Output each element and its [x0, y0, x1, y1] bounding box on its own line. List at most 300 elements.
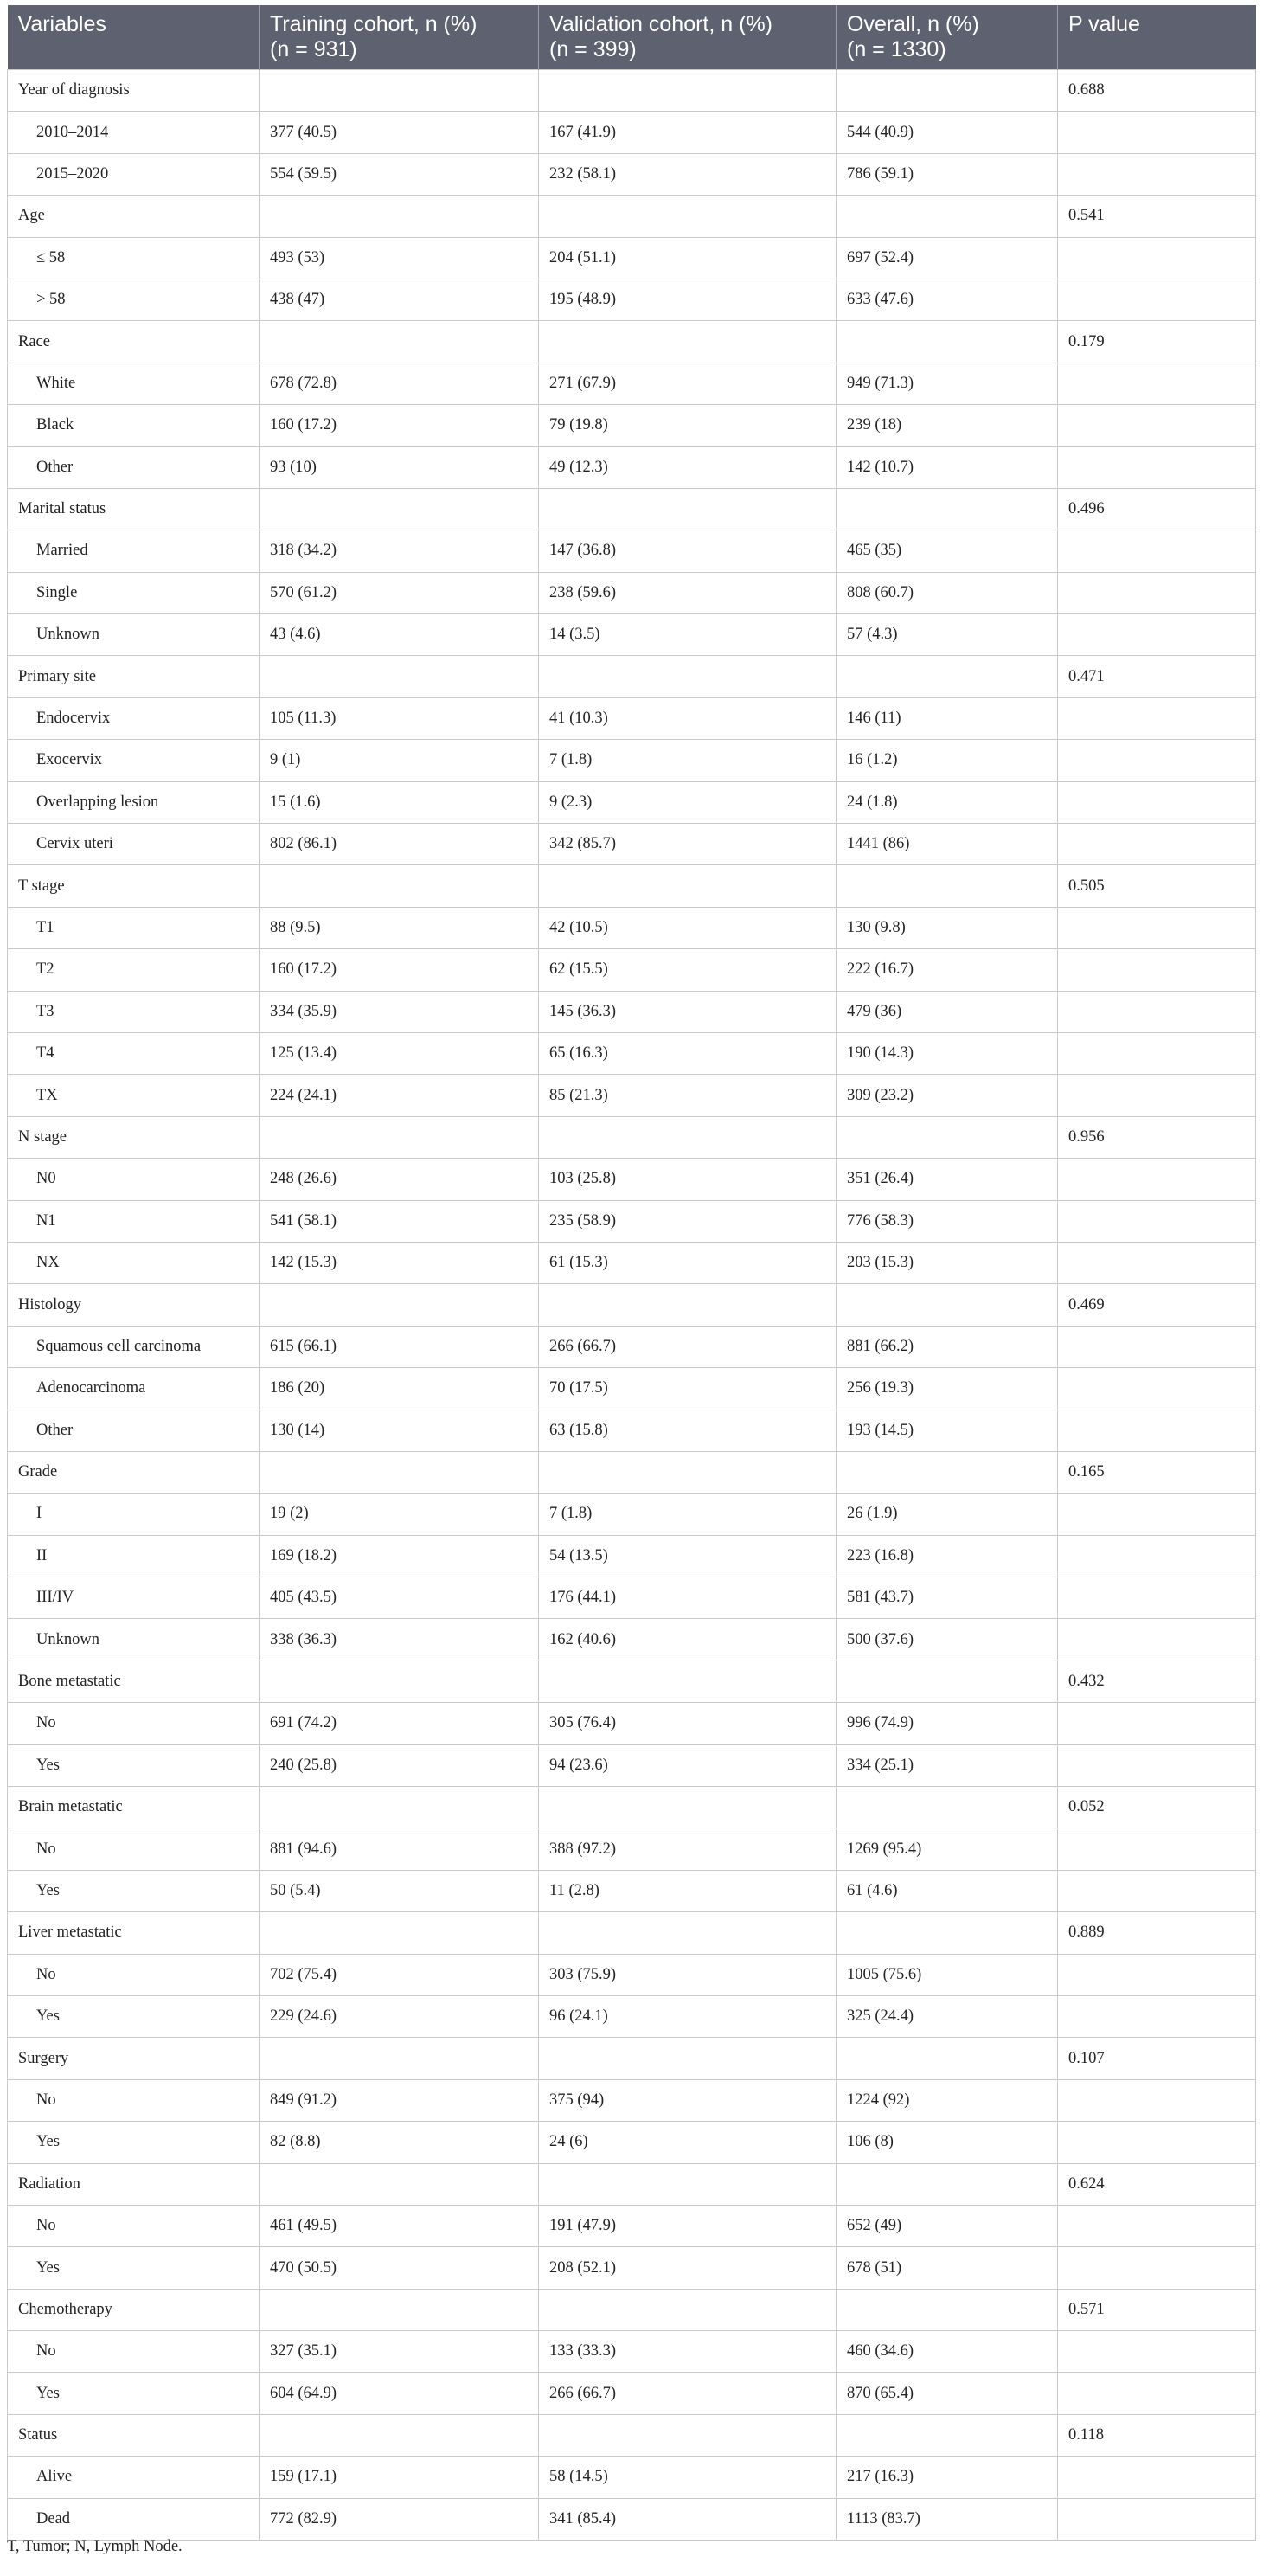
header-training: [260, 5, 539, 70]
cell-validation: 24 (6): [539, 2122, 837, 2163]
cell-overall: 1113 (83.7): [837, 2498, 1058, 2540]
table-row: [8, 1410, 1256, 1451]
cell-validation: 61 (15.3): [539, 1242, 837, 1283]
row-label: Squamous cell carcinoma: [8, 1326, 260, 1367]
cell-validation: 162 (40.6): [539, 1619, 837, 1661]
group-empty-validation: [539, 1787, 837, 1828]
cell-overall: 130 (9.8): [837, 907, 1058, 948]
cell-training: 615 (66.1): [260, 1326, 539, 1367]
group-p-value: 0.469: [1058, 1284, 1256, 1326]
group-empty-training: [260, 2038, 539, 2079]
row-label: Single: [8, 572, 260, 613]
group-empty-overall: [837, 656, 1058, 697]
group-empty-validation: [539, 70, 837, 112]
group-empty-validation: [539, 2414, 837, 2456]
cell-validation: 63 (15.8): [539, 1410, 837, 1451]
cell-training: 338 (36.3): [260, 1619, 539, 1661]
group-label: Surgery: [8, 2038, 260, 2079]
row-label: Other: [8, 446, 260, 488]
cell-training: 43 (4.6): [260, 614, 539, 656]
table-row: [8, 530, 1256, 572]
group-empty-validation: [539, 2289, 837, 2330]
cell-overall: 949 (71.3): [837, 363, 1058, 404]
group-p-value: 0.052: [1058, 1787, 1256, 1828]
table-row: [8, 1954, 1256, 1995]
cell-overall: 146 (11): [837, 697, 1058, 739]
group-row: [8, 2163, 1256, 2205]
cell-p-empty: [1058, 1703, 1256, 1744]
cell-validation: 11 (2.8): [539, 1870, 837, 1911]
table-row: [8, 279, 1256, 320]
cell-overall: 697 (52.4): [837, 237, 1058, 279]
group-row: [8, 2289, 1256, 2330]
table-row: [8, 1619, 1256, 1661]
row-label: Endocervix: [8, 697, 260, 739]
group-label: Grade: [8, 1451, 260, 1493]
group-empty-validation: [539, 2038, 837, 2079]
group-p-value: 0.471: [1058, 656, 1256, 697]
cell-validation: 235 (58.9): [539, 1200, 837, 1242]
cell-validation: 41 (10.3): [539, 697, 837, 739]
group-empty-training: [260, 321, 539, 363]
row-label: Dead: [8, 2498, 260, 2540]
group-empty-overall: [837, 2163, 1058, 2205]
cell-training: 772 (82.9): [260, 2498, 539, 2540]
cell-p-empty: [1058, 2079, 1256, 2121]
cell-p-empty: [1058, 907, 1256, 948]
cell-overall: 652 (49): [837, 2205, 1058, 2246]
table-row: [8, 1326, 1256, 1367]
group-empty-validation: [539, 1661, 837, 1702]
cell-p-empty: [1058, 530, 1256, 572]
cell-p-empty: [1058, 1744, 1256, 1786]
cell-overall: 190 (14.3): [837, 1032, 1058, 1074]
header-overall-text: Overall, n (%) (n = 1330): [847, 12, 979, 61]
table-row: [8, 1995, 1256, 2037]
table-row: [8, 1368, 1256, 1410]
cell-overall: 678 (51): [837, 2247, 1058, 2289]
cell-p-empty: [1058, 2373, 1256, 2414]
header-variables: Variables: [8, 5, 260, 70]
cell-overall: 1224 (92): [837, 2079, 1058, 2121]
cell-training: 377 (40.5): [260, 112, 539, 153]
cell-overall: 1269 (95.4): [837, 1828, 1058, 1870]
cell-training: 438 (47): [260, 279, 539, 320]
cell-overall: 1441 (86): [837, 824, 1058, 865]
cell-overall: 544 (40.9): [837, 112, 1058, 153]
table-row: [8, 112, 1256, 153]
group-empty-overall: [837, 1451, 1058, 1493]
cell-overall: 222 (16.7): [837, 949, 1058, 991]
cell-validation: 7 (1.8): [539, 1494, 837, 1535]
group-empty-validation: [539, 196, 837, 237]
row-label: NX: [8, 1242, 260, 1283]
cell-validation: 147 (36.8): [539, 530, 837, 572]
cell-validation: 96 (24.1): [539, 1995, 837, 2037]
cell-p-empty: [1058, 1954, 1256, 1995]
group-empty-overall: [837, 70, 1058, 112]
group-row: [8, 1451, 1256, 1493]
cell-overall: 142 (10.7): [837, 446, 1058, 488]
cell-p-empty: [1058, 112, 1256, 153]
cell-overall: 203 (15.3): [837, 1242, 1058, 1283]
cell-training: 50 (5.4): [260, 1870, 539, 1911]
header-p-value: P value: [1058, 5, 1256, 70]
group-empty-training: [260, 2414, 539, 2456]
table-container: [7, 5, 1255, 2541]
cell-overall: 786 (59.1): [837, 153, 1058, 195]
group-empty-overall: [837, 2414, 1058, 2456]
cell-p-empty: [1058, 1368, 1256, 1410]
group-p-value: 0.432: [1058, 1661, 1256, 1702]
group-label: Chemotherapy: [8, 2289, 260, 2330]
cell-training: 93 (10): [260, 446, 539, 488]
cell-overall: 351 (26.4): [837, 1159, 1058, 1200]
row-label: T4: [8, 1032, 260, 1074]
cell-p-empty: [1058, 1995, 1256, 2037]
row-label: Yes: [8, 1870, 260, 1911]
cell-training: 702 (75.4): [260, 1954, 539, 1995]
group-empty-overall: [837, 2038, 1058, 2079]
group-empty-training: [260, 1661, 539, 1702]
group-empty-training: [260, 1912, 539, 1954]
table-row: [8, 697, 1256, 739]
cell-overall: 465 (35): [837, 530, 1058, 572]
cell-p-empty: [1058, 991, 1256, 1032]
group-row: [8, 70, 1256, 112]
row-label: TX: [8, 1075, 260, 1116]
cell-training: 169 (18.2): [260, 1535, 539, 1577]
cell-training: 130 (14): [260, 1410, 539, 1451]
cell-overall: 309 (23.2): [837, 1075, 1058, 1116]
cell-training: 493 (53): [260, 237, 539, 279]
row-label: > 58: [8, 279, 260, 320]
table-row: [8, 1242, 1256, 1283]
row-label: N0: [8, 1159, 260, 1200]
cell-training: 160 (17.2): [260, 405, 539, 446]
cell-overall: 996 (74.9): [837, 1703, 1058, 1744]
cell-validation: 7 (1.8): [539, 740, 837, 781]
cell-training: 604 (64.9): [260, 2373, 539, 2414]
cell-validation: 271 (67.9): [539, 363, 837, 404]
cell-overall: 239 (18): [837, 405, 1058, 446]
cell-training: 159 (17.1): [260, 2457, 539, 2498]
cell-overall: 106 (8): [837, 2122, 1058, 2163]
group-empty-training: [260, 865, 539, 907]
group-label: Marital status: [8, 488, 260, 530]
group-empty-overall: [837, 2289, 1058, 2330]
table-row: [8, 1703, 1256, 1744]
cell-validation: 14 (3.5): [539, 614, 837, 656]
cell-validation: 133 (33.3): [539, 2331, 837, 2373]
cell-validation: 103 (25.8): [539, 1159, 837, 1200]
cell-validation: 65 (16.3): [539, 1032, 837, 1074]
cell-training: 19 (2): [260, 1494, 539, 1535]
cell-p-empty: [1058, 1494, 1256, 1535]
cell-overall: 581 (43.7): [837, 1577, 1058, 1619]
cell-validation: 195 (48.9): [539, 279, 837, 320]
table-body: [8, 70, 1256, 2541]
cell-p-empty: [1058, 614, 1256, 656]
group-label: N stage: [8, 1116, 260, 1158]
group-p-value: 0.541: [1058, 196, 1256, 237]
cell-p-empty: [1058, 2247, 1256, 2289]
group-empty-validation: [539, 1116, 837, 1158]
cell-overall: 776 (58.3): [837, 1200, 1058, 1242]
group-row: [8, 2038, 1256, 2079]
row-label: No: [8, 1703, 260, 1744]
table-row: [8, 991, 1256, 1032]
cell-p-empty: [1058, 279, 1256, 320]
cell-validation: 62 (15.5): [539, 949, 837, 991]
table-row: [8, 1494, 1256, 1535]
group-empty-training: [260, 196, 539, 237]
row-label: N1: [8, 1200, 260, 1242]
group-row: [8, 1116, 1256, 1158]
cell-validation: 85 (21.3): [539, 1075, 837, 1116]
cell-overall: 57 (4.3): [837, 614, 1058, 656]
cell-training: 229 (24.6): [260, 1995, 539, 2037]
cell-training: 105 (11.3): [260, 697, 539, 739]
table-row: [8, 572, 1256, 613]
cell-p-empty: [1058, 697, 1256, 739]
cell-validation: 70 (17.5): [539, 1368, 837, 1410]
group-empty-validation: [539, 1912, 837, 1954]
cell-p-empty: [1058, 2122, 1256, 2163]
header-overall: [837, 5, 1058, 70]
group-empty-validation: [539, 321, 837, 363]
row-label: No: [8, 1954, 260, 1995]
row-label: Cervix uteri: [8, 824, 260, 865]
cell-overall: 808 (60.7): [837, 572, 1058, 613]
cell-p-empty: [1058, 237, 1256, 279]
group-empty-validation: [539, 1284, 837, 1326]
cell-p-empty: [1058, 153, 1256, 195]
row-label: No: [8, 2079, 260, 2121]
cell-overall: 325 (24.4): [837, 1995, 1058, 2037]
group-empty-training: [260, 1451, 539, 1493]
cell-validation: 191 (47.9): [539, 2205, 837, 2246]
cell-training: 570 (61.2): [260, 572, 539, 613]
table-row: [8, 1535, 1256, 1577]
header-validation-text: Validation cohort, n (%) (n = 399): [549, 12, 773, 61]
cell-training: 142 (15.3): [260, 1242, 539, 1283]
table-row: [8, 907, 1256, 948]
group-empty-training: [260, 488, 539, 530]
cell-p-empty: [1058, 2331, 1256, 2373]
table-row: [8, 2373, 1256, 2414]
cell-training: 186 (20): [260, 1368, 539, 1410]
group-p-value: 0.179: [1058, 321, 1256, 363]
cell-validation: 94 (23.6): [539, 1744, 837, 1786]
cell-training: 318 (34.2): [260, 530, 539, 572]
cell-validation: 266 (66.7): [539, 1326, 837, 1367]
table-row: [8, 2457, 1256, 2498]
cell-validation: 208 (52.1): [539, 2247, 837, 2289]
cell-training: 802 (86.1): [260, 824, 539, 865]
cell-validation: 42 (10.5): [539, 907, 837, 948]
row-label: I: [8, 1494, 260, 1535]
table-row: [8, 2205, 1256, 2246]
cell-p-empty: [1058, 1828, 1256, 1870]
header-training-text: Training cohort, n (%) (n = 931): [270, 12, 478, 61]
cell-p-empty: [1058, 1410, 1256, 1451]
row-label: No: [8, 2331, 260, 2373]
group-row: [8, 1661, 1256, 1702]
group-empty-overall: [837, 865, 1058, 907]
cell-p-empty: [1058, 2457, 1256, 2498]
cell-training: 327 (35.1): [260, 2331, 539, 2373]
table-row: [8, 740, 1256, 781]
group-row: [8, 488, 1256, 530]
cell-overall: 500 (37.6): [837, 1619, 1058, 1661]
group-empty-overall: [837, 1284, 1058, 1326]
cell-validation: 145 (36.3): [539, 991, 837, 1032]
cell-p-empty: [1058, 781, 1256, 823]
group-label: T stage: [8, 865, 260, 907]
cell-training: 334 (35.9): [260, 991, 539, 1032]
row-label: Yes: [8, 2247, 260, 2289]
table-row: [8, 1870, 1256, 1911]
cell-validation: 266 (66.7): [539, 2373, 837, 2414]
table-row: [8, 153, 1256, 195]
row-label: T2: [8, 949, 260, 991]
table-row: [8, 781, 1256, 823]
cell-p-empty: [1058, 2498, 1256, 2540]
group-label: Liver metastatic: [8, 1912, 260, 1954]
group-p-value: 0.118: [1058, 2414, 1256, 2456]
cell-training: 160 (17.2): [260, 949, 539, 991]
table-row: [8, 949, 1256, 991]
cell-validation: 232 (58.1): [539, 153, 837, 195]
row-label: Black: [8, 405, 260, 446]
cell-overall: 217 (16.3): [837, 2457, 1058, 2498]
table-row: [8, 405, 1256, 446]
cohort-table: [7, 5, 1256, 2541]
row-label: Exocervix: [8, 740, 260, 781]
group-p-value: 0.107: [1058, 2038, 1256, 2079]
cell-training: 240 (25.8): [260, 1744, 539, 1786]
header-validation: [539, 5, 837, 70]
cell-overall: 256 (19.3): [837, 1368, 1058, 1410]
row-label: 2015–2020: [8, 153, 260, 195]
cell-overall: 223 (16.8): [837, 1535, 1058, 1577]
cell-p-empty: [1058, 1242, 1256, 1283]
cell-training: 405 (43.5): [260, 1577, 539, 1619]
cell-validation: 305 (76.4): [539, 1703, 837, 1744]
cell-overall: 1005 (75.6): [837, 1954, 1058, 1995]
group-p-value: 0.505: [1058, 865, 1256, 907]
group-p-value: 0.688: [1058, 70, 1256, 112]
group-empty-overall: [837, 321, 1058, 363]
cell-p-empty: [1058, 1535, 1256, 1577]
row-label: Yes: [8, 2373, 260, 2414]
cell-training: 9 (1): [260, 740, 539, 781]
cell-validation: 54 (13.5): [539, 1535, 837, 1577]
group-empty-validation: [539, 865, 837, 907]
group-label: Status: [8, 2414, 260, 2456]
group-empty-validation: [539, 488, 837, 530]
row-label: No: [8, 2205, 260, 2246]
group-p-value: 0.956: [1058, 1116, 1256, 1158]
cell-p-empty: [1058, 1577, 1256, 1619]
row-label: T1: [8, 907, 260, 948]
table-row: [8, 237, 1256, 279]
row-label: 2010–2014: [8, 112, 260, 153]
group-empty-training: [260, 70, 539, 112]
table-row: [8, 1828, 1256, 1870]
table-row: [8, 1159, 1256, 1200]
cell-training: 461 (49.5): [260, 2205, 539, 2246]
group-label: Primary site: [8, 656, 260, 697]
cell-training: 678 (72.8): [260, 363, 539, 404]
cell-validation: 375 (94): [539, 2079, 837, 2121]
group-row: [8, 1912, 1256, 1954]
group-empty-training: [260, 2163, 539, 2205]
row-label: Other: [8, 1410, 260, 1451]
cell-overall: 24 (1.8): [837, 781, 1058, 823]
cell-p-empty: [1058, 1032, 1256, 1074]
group-row: [8, 2414, 1256, 2456]
group-label: Year of diagnosis: [8, 70, 260, 112]
cell-overall: 881 (66.2): [837, 1326, 1058, 1367]
cell-training: 541 (58.1): [260, 1200, 539, 1242]
group-row: [8, 1284, 1256, 1326]
table-row: [8, 2331, 1256, 2373]
group-row: [8, 865, 1256, 907]
row-label: Overlapping lesion: [8, 781, 260, 823]
group-label: Age: [8, 196, 260, 237]
group-empty-validation: [539, 2163, 837, 2205]
group-label: Bone metastatic: [8, 1661, 260, 1702]
cell-p-empty: [1058, 405, 1256, 446]
row-label: Unknown: [8, 614, 260, 656]
cell-training: 125 (13.4): [260, 1032, 539, 1074]
cell-p-empty: [1058, 740, 1256, 781]
row-label: II: [8, 1535, 260, 1577]
group-empty-overall: [837, 1116, 1058, 1158]
group-row: [8, 656, 1256, 697]
cell-validation: 49 (12.3): [539, 446, 837, 488]
cell-validation: 303 (75.9): [539, 1954, 837, 1995]
row-label: T3: [8, 991, 260, 1032]
cell-validation: 388 (97.2): [539, 1828, 837, 1870]
table-row: [8, 2498, 1256, 2540]
row-label: Adenocarcinoma: [8, 1368, 260, 1410]
cell-p-empty: [1058, 446, 1256, 488]
cell-validation: 167 (41.9): [539, 112, 837, 153]
cell-p-empty: [1058, 2205, 1256, 2246]
group-empty-overall: [837, 1912, 1058, 1954]
table-row: [8, 1577, 1256, 1619]
cell-training: 15 (1.6): [260, 781, 539, 823]
row-label: ≤ 58: [8, 237, 260, 279]
group-p-value: 0.889: [1058, 1912, 1256, 1954]
cell-overall: 870 (65.4): [837, 2373, 1058, 2414]
cell-validation: 176 (44.1): [539, 1577, 837, 1619]
cell-overall: 334 (25.1): [837, 1744, 1058, 1786]
cell-validation: 9 (2.3): [539, 781, 837, 823]
cell-training: 470 (50.5): [260, 2247, 539, 2289]
group-empty-training: [260, 1787, 539, 1828]
group-label: Brain metastatic: [8, 1787, 260, 1828]
cell-p-empty: [1058, 824, 1256, 865]
group-empty-overall: [837, 488, 1058, 530]
cell-overall: 16 (1.2): [837, 740, 1058, 781]
group-label: Histology: [8, 1284, 260, 1326]
table-row: [8, 2122, 1256, 2163]
group-empty-overall: [837, 196, 1058, 237]
